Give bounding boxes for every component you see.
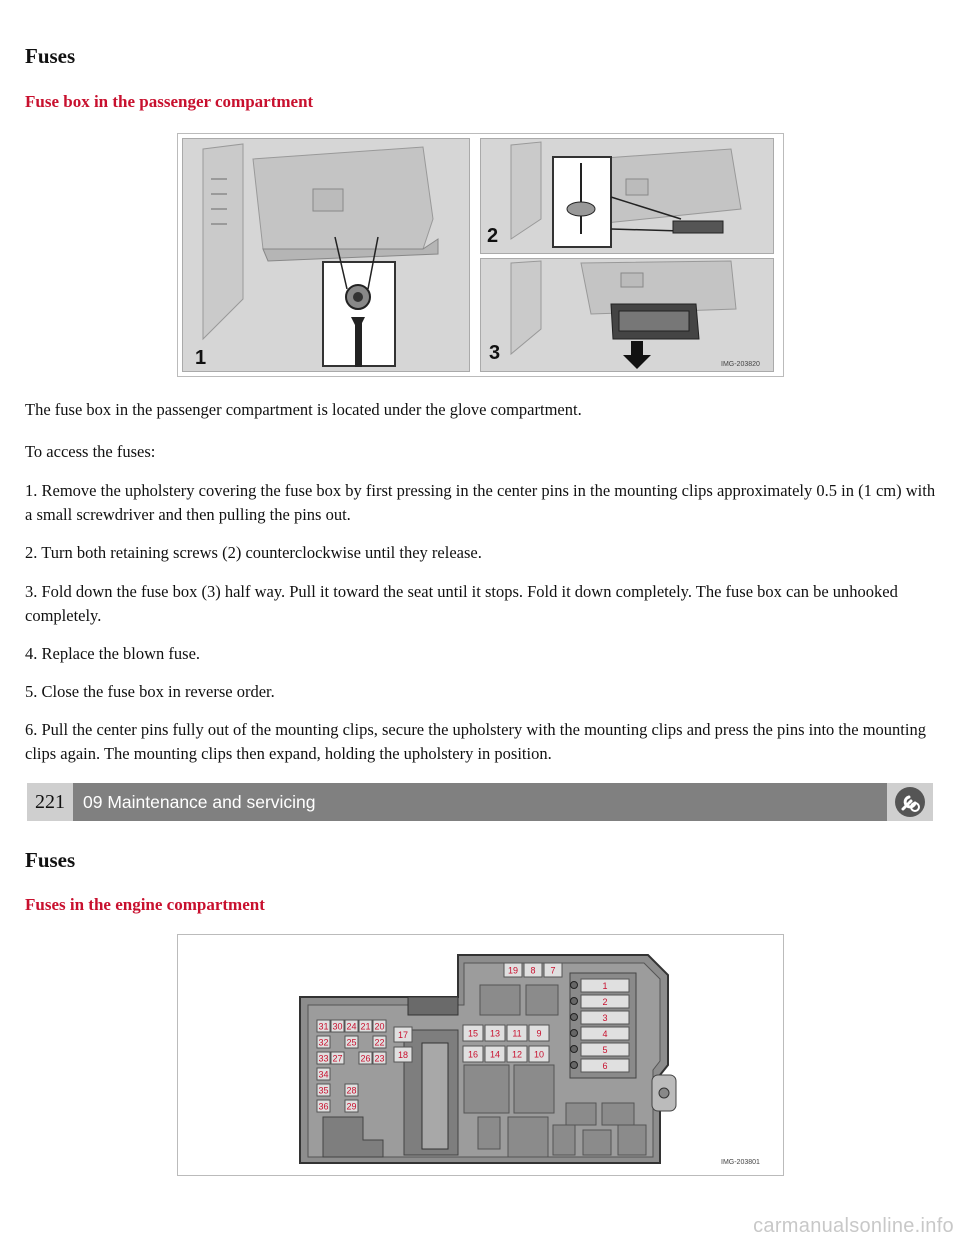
- svg-text:11: 11: [512, 1028, 522, 1039]
- chapter-title: 09 Maintenance and servicing: [83, 792, 316, 812]
- site-watermark: carmanualsonline.info: [753, 1215, 954, 1237]
- fuse-8: [524, 963, 542, 977]
- svg-text:5: 5: [602, 1045, 608, 1055]
- paragraph-step-5: 5. Close the fuse box in reverse order.: [25, 682, 275, 701]
- figure-panel-1: [182, 138, 470, 372]
- svg-text:6: 6: [602, 1061, 608, 1071]
- svg-text:36: 36: [318, 1101, 329, 1112]
- paragraph-step-1: 1. Remove the upholstery covering the fuse box by first pressing in the center pins in the mounting clips approximately 0.5 in (1 cm) with a small screwdriver and then pulling the pins out.: [25, 481, 936, 524]
- svg-text:14: 14: [489, 1049, 501, 1060]
- svg-text:18: 18: [397, 1050, 409, 1060]
- panel-label-3: 3: [489, 342, 501, 364]
- svg-text:25: 25: [346, 1037, 357, 1048]
- svg-text:2: 2: [602, 997, 608, 1007]
- fuse-11: [507, 1025, 527, 1041]
- section-subtitle-2: Fuses in the engine compartment: [25, 895, 265, 914]
- svg-text:16: 16: [467, 1049, 479, 1060]
- fuse-1: [581, 979, 629, 992]
- svg-text:12: 12: [511, 1049, 523, 1060]
- fuse-21: [359, 1020, 372, 1032]
- fuse-2: [581, 995, 629, 1008]
- figure-panel-3: [480, 258, 774, 372]
- fuse-13: [485, 1025, 505, 1041]
- fuse-34: [317, 1068, 330, 1080]
- section-title-2: Fuses: [25, 848, 76, 872]
- page-number: 221: [27, 783, 73, 821]
- fuse-14: [485, 1046, 505, 1062]
- fuse-33: [317, 1052, 330, 1064]
- paragraph-location: The fuse box in the passenger compartment is located under the glove compartment.: [25, 400, 582, 419]
- svg-text:27: 27: [332, 1053, 343, 1064]
- fuse-contact-dot: [571, 1046, 578, 1053]
- chapter-icon-button[interactable]: [887, 783, 933, 821]
- figure-image-code: IMG-203820: [721, 361, 760, 368]
- panel-label-1: 1: [195, 347, 207, 369]
- svg-text:3: 3: [602, 1013, 608, 1023]
- fuse-27: [331, 1052, 344, 1064]
- svg-text:26: 26: [360, 1053, 371, 1064]
- fuse-35: [317, 1084, 330, 1096]
- fuse-12: [507, 1046, 527, 1062]
- svg-text:19: 19: [507, 965, 519, 976]
- engine-figure-image-code: IMG-203801: [721, 1159, 760, 1166]
- svg-text:32: 32: [318, 1037, 329, 1048]
- paragraph-access-intro: To access the fuses:: [25, 442, 156, 461]
- svg-text:33: 33: [318, 1053, 329, 1064]
- engine-fuse-box-figure: [177, 934, 784, 1176]
- fuse-25: [345, 1036, 358, 1048]
- fuse-9: [529, 1025, 549, 1041]
- svg-text:20: 20: [374, 1021, 385, 1032]
- svg-text:29: 29: [346, 1101, 357, 1112]
- svg-text:28: 28: [346, 1085, 357, 1096]
- section-subtitle: Fuse box in the passenger compartment: [25, 92, 314, 111]
- fuse-36: [317, 1100, 330, 1112]
- panel-label-2: 2: [487, 225, 499, 247]
- chapter-footer-bar: [27, 783, 933, 821]
- fuse-28: [345, 1084, 358, 1096]
- fuse-box-access-figure: [177, 133, 784, 377]
- fuse-29: [345, 1100, 358, 1112]
- fuse-6: [581, 1059, 629, 1072]
- fuse-26: [359, 1052, 372, 1064]
- svg-text:23: 23: [374, 1053, 385, 1064]
- svg-text:22: 22: [374, 1037, 385, 1048]
- section-title: Fuses: [25, 44, 76, 68]
- fuse-contact-dot: [571, 982, 578, 989]
- fuse-15: [463, 1025, 483, 1041]
- paragraph-step-3: 3. Fold down the fuse box (3) half way. Pull it toward the seat until it stops. Fold it down completely. The fuse box can be unhooked completely.: [25, 582, 898, 625]
- paragraph-step-4: 4. Replace the blown fuse.: [25, 644, 201, 663]
- fuse-20: [373, 1020, 386, 1032]
- paragraph-step-6: 6. Pull the center pins fully out of the mounting clips, secure the upholstery with the mounting clips and press the pins into the mounting clips again. The mounting clips then expand, holding the upholstery in position.: [25, 720, 926, 763]
- fuse-32: [317, 1036, 330, 1048]
- svg-text:24: 24: [346, 1021, 357, 1032]
- svg-text:8: 8: [530, 965, 536, 976]
- svg-text:7: 7: [550, 965, 556, 976]
- svg-text:9: 9: [536, 1028, 542, 1039]
- fuse-contact-dot: [571, 1062, 578, 1069]
- wrench-gear-icon: [893, 785, 927, 819]
- svg-text:13: 13: [489, 1028, 501, 1039]
- fuse-contact-dot: [571, 1030, 578, 1037]
- svg-text:17: 17: [397, 1030, 409, 1040]
- fuse-16: [463, 1046, 483, 1062]
- svg-text:31: 31: [318, 1021, 329, 1032]
- fuse-23: [373, 1052, 386, 1064]
- svg-text:21: 21: [360, 1021, 371, 1032]
- fuse-22: [373, 1036, 386, 1048]
- svg-text:1: 1: [602, 981, 608, 991]
- figure-panel-2: [480, 138, 774, 254]
- fuse-7: [544, 963, 562, 977]
- svg-text:10: 10: [533, 1049, 545, 1060]
- svg-text:15: 15: [467, 1028, 479, 1039]
- paragraph-step-2: 2. Turn both retaining screws (2) counterclockwise until they release.: [25, 543, 482, 562]
- fuse-10: [529, 1046, 549, 1062]
- fuse-30: [331, 1020, 344, 1032]
- fuse-31: [317, 1020, 330, 1032]
- fuse-17: [394, 1027, 412, 1042]
- svg-text:30: 30: [332, 1021, 343, 1032]
- fuse-contact-dot: [571, 1014, 578, 1021]
- fuse-5: [581, 1043, 629, 1056]
- svg-text:4: 4: [602, 1029, 608, 1039]
- fuse-24: [345, 1020, 358, 1032]
- fuse-contact-dot: [571, 998, 578, 1005]
- fuse-3: [581, 1011, 629, 1024]
- fuse-19: [504, 963, 522, 977]
- svg-text:35: 35: [318, 1085, 329, 1096]
- fuse-4: [581, 1027, 629, 1040]
- svg-text:34: 34: [318, 1069, 329, 1080]
- fuse-18: [394, 1047, 412, 1062]
